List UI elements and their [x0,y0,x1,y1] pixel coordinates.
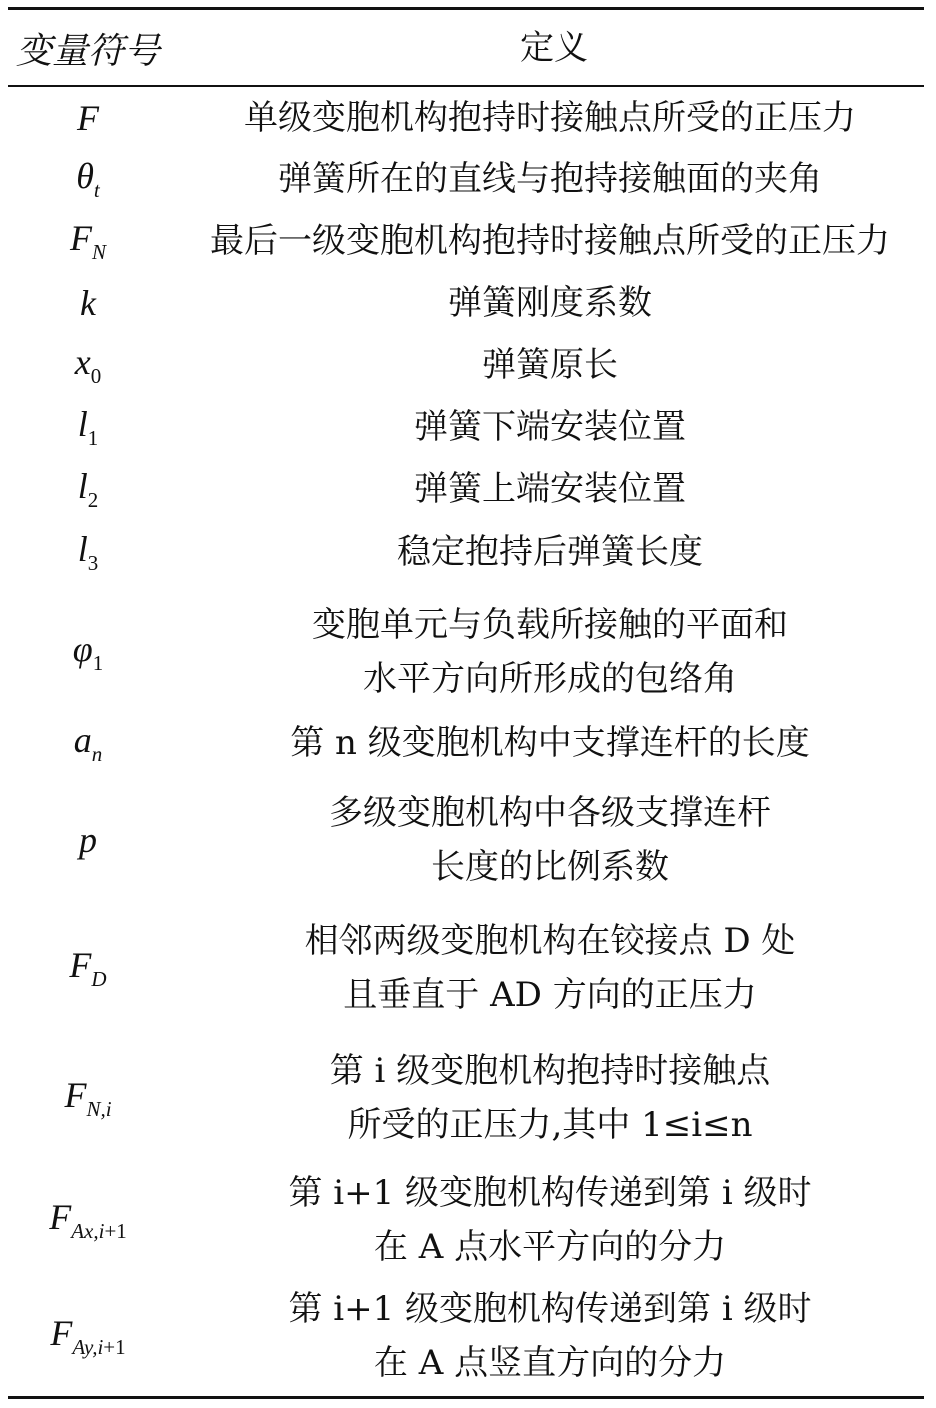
definition-cell: 相邻两级变胞机构在铰接点 D 处 且垂直于 AD 方向的正压力 [304,921,796,1015]
table-row [8,1278,924,1394]
definition-cell: 弹簧刚度系数 [448,283,652,323]
definition-cell: 变胞单元与负载所接触的平面和 水平方向所形成的包络角 [312,605,788,699]
symbol-cell: $l_2$ [77,466,99,512]
table-row [8,1036,924,1160]
definition-cell: 第 i+1 级变胞机构传递到第 i 级时 在 A 点水平方向的分力 [288,1173,812,1267]
table-row [8,908,924,1028]
symbol-cell: $F_{Ay,i+1}$ [50,1313,126,1359]
table-row [8,780,924,900]
header-definition: 定义 [520,28,588,68]
symbol-cell: $a_n$ [73,720,103,766]
definition-cell: 第 n 级变胞机构中支撑连杆的长度 [290,723,810,763]
table-row [8,148,924,210]
definition-cell: 弹簧上端安装位置 [414,469,686,509]
definition-cell: 稳定抱持后弹簧长度 [397,532,703,572]
symbol-cell: k [80,283,96,323]
table-row [8,396,924,458]
table-row [8,1160,924,1280]
symbol-cell: F [77,98,99,138]
definition-cell: 弹簧原长 [482,345,618,385]
symbol-cell: $\theta_t$ [76,156,100,202]
symbol-cell: $x_0$ [74,342,102,388]
table-row [8,458,924,520]
symbol-cell: $F_{N,i}$ [64,1075,112,1121]
symbol-cell: $l_1$ [77,404,99,450]
table-row [8,520,924,584]
header-symbol: 变量符号 [15,30,160,71]
definition-cell: 第 i+1 级变胞机构传递到第 i 级时 在 A 点竖直方向的分力 [288,1289,812,1383]
definition-cell: 最后一级变胞机构抱持时接触点所受的正压力 [210,221,890,261]
table-row [8,272,924,334]
table-row [8,712,924,774]
definition-cell: 弹簧所在的直线与抱持接触面的夹角 [278,159,822,199]
definition-cell: 单级变胞机构抱持时接触点所受的正压力 [244,98,856,138]
symbol-cell: $\varphi_1$ [72,629,104,675]
definition-cell: 第 i 级变胞机构抱持时接触点 所受的正压力,其中 1≤i≤n [329,1051,771,1145]
table-bottom-rule [8,1396,924,1399]
table-row [8,210,924,272]
definition-cell: 多级变胞机构中各级支撑连杆 长度的比例系数 [329,793,771,887]
symbol-cell: $F_{Ax,i+1}$ [49,1197,127,1243]
header-rule [8,85,924,87]
table-row [8,592,924,712]
table-row [8,88,924,148]
table-top-rule [8,7,924,10]
symbol-cell: $F_D$ [69,945,107,991]
table-row [8,334,924,396]
symbol-cell: $l_3$ [77,529,99,575]
symbol-cell: p [79,820,97,860]
definition-cell: 弹簧下端安装位置 [414,407,686,447]
symbol-cell: $F_N$ [69,218,106,264]
